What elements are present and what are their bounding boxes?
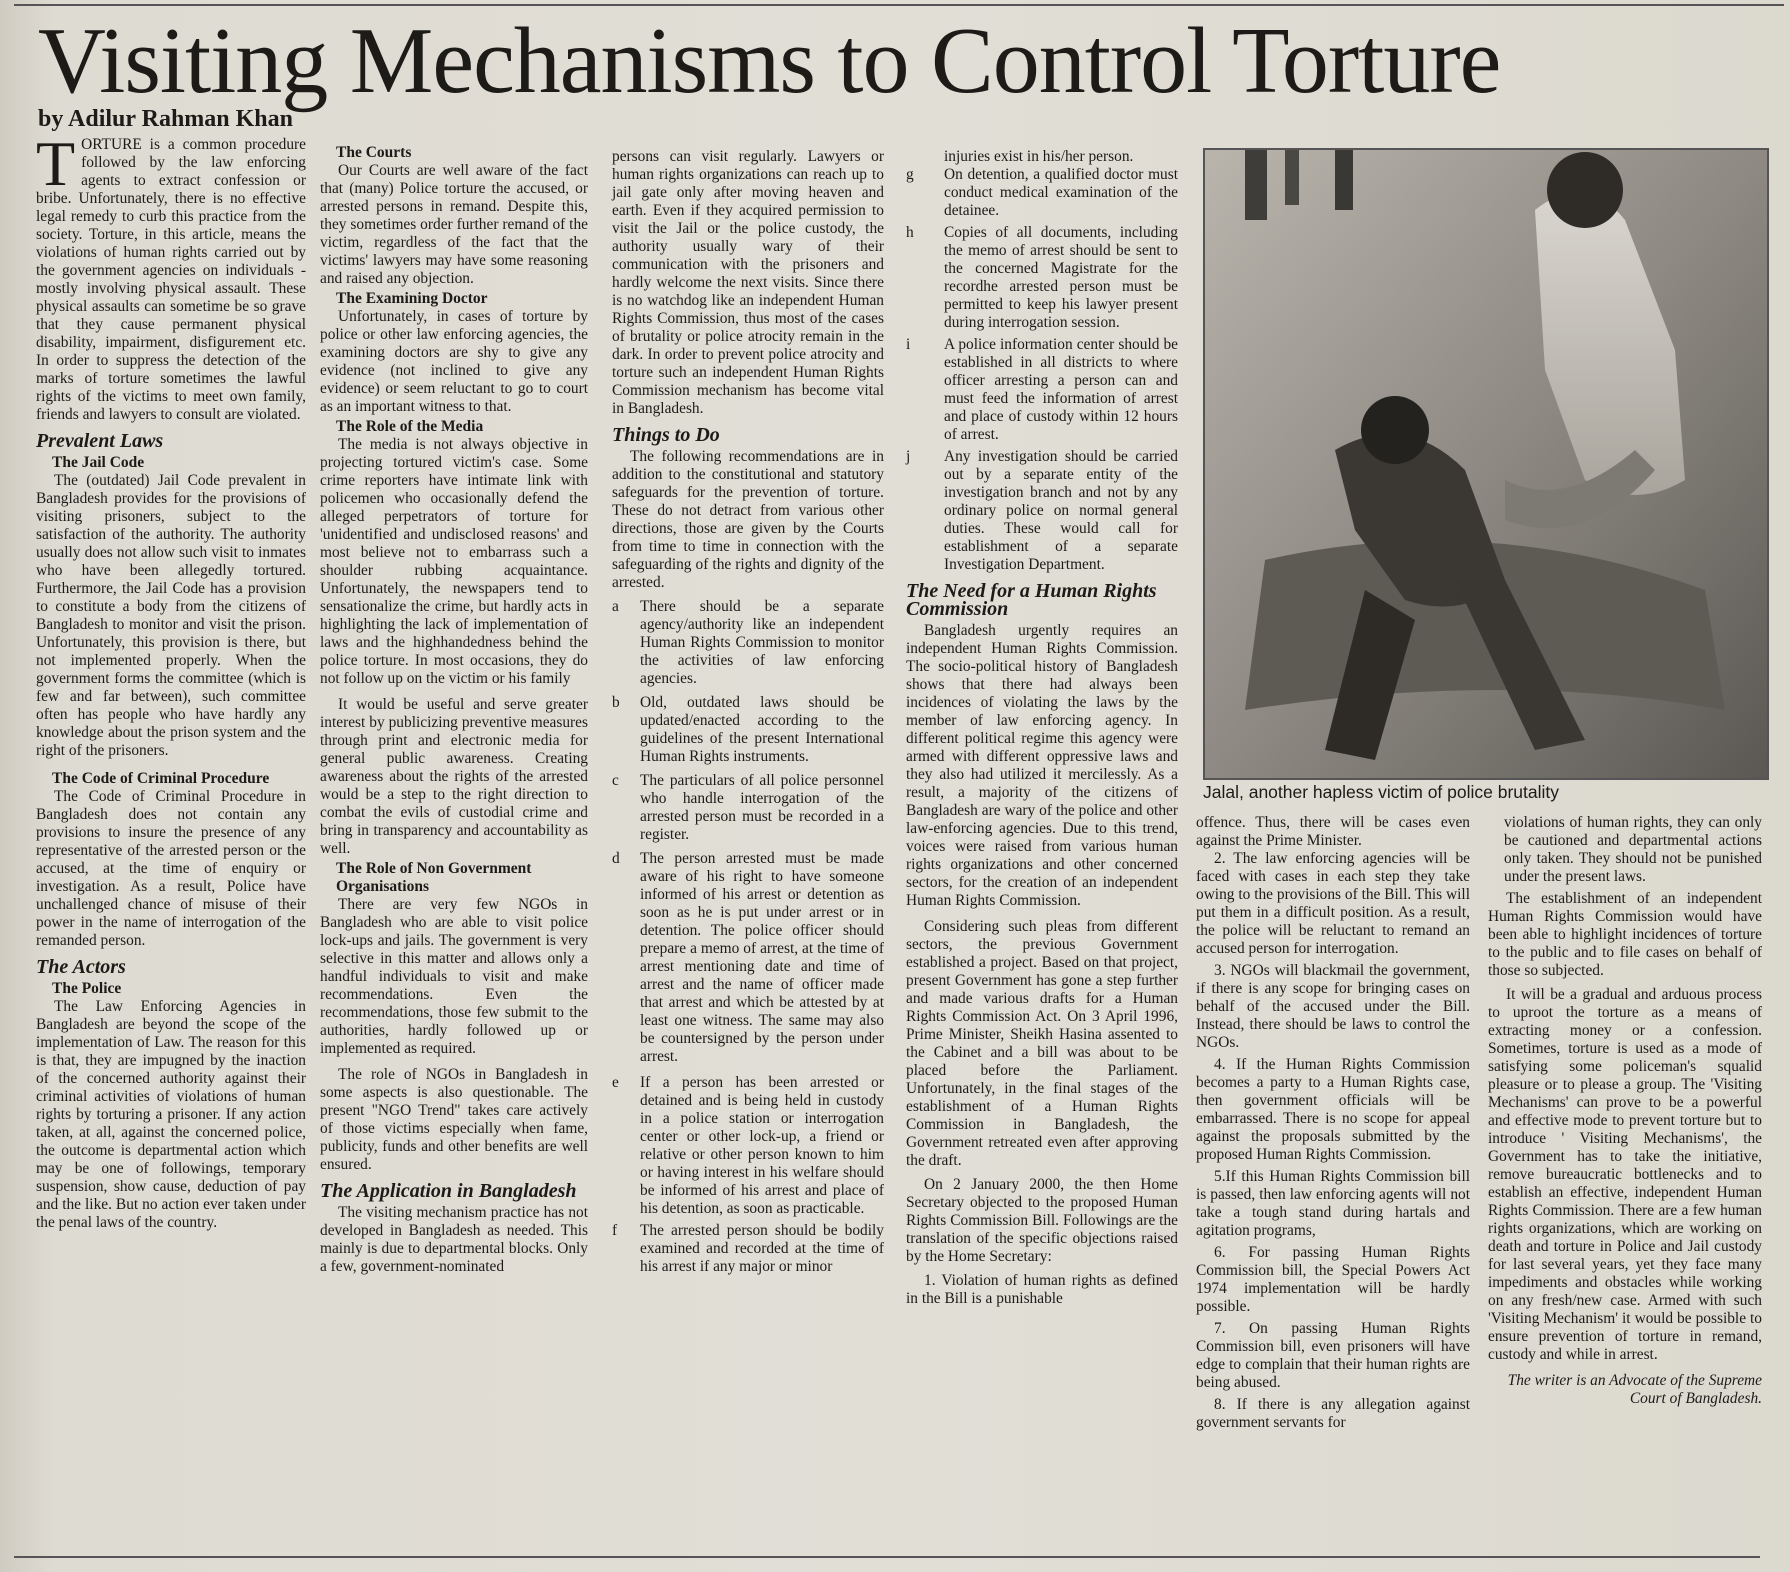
heading-things-to-do: Things to Do xyxy=(612,424,720,446)
subheading-criminal-procedure: The Code of Criminal Procedure xyxy=(52,770,270,787)
heading-need-for-commission: The Need for a Human Rights Commission xyxy=(906,580,1157,620)
photo-illustration xyxy=(1205,150,1767,778)
subheading-police: The Police xyxy=(52,980,122,997)
paragraph-objection-1-continued: offence. Thus, there will be cases even against the Prime Minister. xyxy=(1196,814,1470,849)
paragraph-conclusion-1: The establishment of an independent Human Rights Commission would have been able to highlight incidences of torture to the public and to file cases on behalf of those so subjected. xyxy=(1488,890,1762,979)
subheading-media: The Role of the Media xyxy=(336,418,484,435)
photo-caption: Jalal, another hapless victim of police brutality xyxy=(1203,782,1560,802)
column-4 xyxy=(906,148,1178,1308)
heading-application: The Application in Bangladesh xyxy=(320,1180,577,1202)
bottom-rule xyxy=(14,1556,1760,1558)
recommendation-list-continued xyxy=(906,166,1178,574)
paragraph-objection-2: 2. The law enforcing agencies will be faced with cases in each step they take owing to the provisions of the Bill. This will put them in a difficult position. As a result, the police will be reluctant to remand an accused person for interrogation. xyxy=(1196,850,1470,957)
column-2 xyxy=(320,142,588,1276)
subheading-examining-doctor: The Examining Doctor xyxy=(336,290,488,307)
paragraph-application: The visiting mechanism practice has not developed in Bangladesh as needed. This mainly is due to departmental blocks. Only a few, government-nominated xyxy=(320,1204,588,1275)
paragraph-criminal-procedure: The Code of Criminal Procedure in Bangladesh does not contain any provisions to insure the presence of any representative of the arrested person or the accused, at the time of enquiry or investigation. As a result, Police have unchallenged chance of misuse of their power in the name of interrogation of the remanded person. xyxy=(36,788,306,949)
paragraph-courts: Our Courts are well aware of the fact that (many) Police torture the accused, or arrested persons in remand. Despite this, they sometimes order further remand of the victim, regardless of the fact that the victims' lawyers may have some reasoning and raised any objection. xyxy=(320,162,588,287)
paragraph-media-1: The media is not always objective in projecting tortured victim's case. Some crime reporters have intimate link with policemen who occasionally defend the alleged perpetrators of torture for 'unidentified and undisclosed reasons' and most believe not to embarrass such a shoulder rubbing acquaintance. Unfortunately, the newspapers tend to sensationalize the crime, but hardly acts in highlighting the lack of implementation of laws and the highhandedness behind the police torture. In most occasions, they do not follow up on the victim or his family xyxy=(320,436,588,687)
paragraph-conclusion-2: It will be a gradual and arduous process to uproot the torture as a means of extracting money or a confession. Sometimes, torture is used as a mode of satisfying some policeman's squalid pleasure or to please a group. The 'Visiting Mechanisms' can prove to be a powerful and effective mode to prevent torture but to introduce ' Visiting Mechanisms', the Government has to take the initiative, remove bureaucratic bottlenecks and to establish an effective, independent Human Rights Commission. There are a few human rights organizations, which are working on death and torture in Police and Jail custody for last several years, yet they face many impediments and obstacles while working on any fresh/new case. Armed with such 'Visiting Mechanism' it would be possible to ensure prevention of torture in remand, custody and while in arrest. xyxy=(1488,986,1762,1363)
heading-prevalent-laws: Prevalent Laws xyxy=(36,430,164,452)
heading-actors: The Actors xyxy=(36,956,126,978)
paragraph-continued-3: persons can visit regularly. Lawyers or human rights organizations can reach up to jail gate only after moving heaven and earth. Even if they acquired permission to visit the Jail or the police custody, the authority usually wary of their communication with the prisoners and hardly welcome the next visits. Since there is no watchdog like an independent Human Rights Commission, thus most of the cases of brutality or police atrocity remain in the dark. In order to prevent police atrocity and torture such an independent Human Rights Commission mechanism has become vital in Bangladesh. xyxy=(612,148,884,417)
list-item: b Old, outdated laws should be updated/enacted according to the guidelines of the present International Human Rights instruments. xyxy=(612,694,884,765)
list-item: f The arrested person should be bodily examined and recorded at the time of his arrest if any major or minor xyxy=(612,1222,884,1275)
paragraph-continued-4: injuries exist in his/her person. xyxy=(944,148,1134,165)
list-item: c The particulars of all police personnel who handle interrogation of the arrested person must be recorded in a register. xyxy=(612,772,884,843)
paragraph-objection-8: 8. If there is any allegation against government servants for xyxy=(1196,1396,1470,1431)
paragraph-objection-8-continued: violations of human rights, they can only be cautioned and departmental actions only taken. They should not be punished under the present laws. xyxy=(1504,814,1762,885)
paragraph-objection-4: 4. If the Human Rights Commission becomes a party to a Human Rights case, then government officials will be embarrassed. There is no scope for appeal against the proposals submitted by the proposed Human Rights Commission. xyxy=(1196,1056,1470,1163)
paragraph-media-2: It would be useful and serve greater interest by publicizing preventive measures through print and electronic media for general public awareness. Creating awareness about the rights of the arrested would be a step to the right direction to combat the evils of custodial crime and bring in transparency and accountability as well. xyxy=(320,696,588,857)
list-item: g On detention, a qualified doctor must conduct medical examination of the detainee. xyxy=(906,166,1178,219)
paragraph-things-to-do: The following recommendations are in addition to the constitutional and statutory safeguards for the prevention of torture. These do not detract from various other directions, those are given by the Courts from time to time in connection with the safeguarding of the rights and dignity of the arrested. xyxy=(612,448,884,591)
subheading-ngo: The Role of Non Government Organisations xyxy=(336,860,532,895)
paragraph-objection-3: 3. NGOs will blackmail the government, if there is any scope for bringing cases on behalf of the accused under the Bill. Instead, there should be laws to control the NGOs. xyxy=(1196,962,1470,1051)
list-item: h Copies of all documents, including the memo of arrest should be sent to the concerned Magistrate for the recordhe arrested person must be permitted to keep his lawyer present during interrogation session. xyxy=(906,224,1178,331)
subheading-jail-code: The Jail Code xyxy=(52,454,145,471)
paragraph-ngo-1: There are very few NGOs in Bangladesh who are able to visit police lock-ups and jails. The government is very selective in this matter and allows only a handful individuals to visit and make recommendations. Even the recommendations, those few submit to the authorities, hardly followed up or implemented as required. xyxy=(320,896,588,1057)
paragraph-need-2: Considering such pleas from different sectors, the previous Government established a project. Based on that project, present Government has gone a step further and made various drafts for a Human Rights Commission Act. On 3 April 1996, Prime Minister, Sheikh Hasina assented to the Cabinet and a bill was about to be placed before the Parliament. Unfortunately, in the final stages of the establishment of a Human Rights Commission in Bangladesh, the Government retreated even after approving the draft. xyxy=(906,918,1178,1169)
recommendation-list xyxy=(612,598,884,1276)
paragraph-ngo-2: The role of NGOs in Bangladesh in some aspects is also questionable. The present "NGO Trend" takes care actively of those victims especially when fame, publicity, funds and other benefits are well ensured. xyxy=(320,1066,588,1173)
paragraph-police: The Law Enforcing Agencies in Bangladesh are beyond the scope of the implementation of Law. The reason for this is that, they are impugned by the inaction of the concerned authority against their criminal activities of violations of human rights by torturing a prisoner. If any action taken, at all, against the concerned police, the outcome is departmental action which may be one of followings, temporary suspension, show cause, deduction of pay and the like. But no action ever taken under the penal laws of the country. xyxy=(36,998,306,1231)
paragraph-objection-7: 7. On passing Human Rights Commission bill, even prisoners will have edge to complain that their human rights are being abused. xyxy=(1196,1320,1470,1391)
paragraph-need-1: Bangladesh urgently requires an independent Human Rights Commission. The socio-political history of Bangladesh shows that there had always been incidences of violating the laws by the member of law enforcing agency. In different political regime this agency were armed with different oppressive laws and they also had utilized it mercilessly. As a result, a majority of the citizens of Bangladesh are wary of the police and other law-enforcing agencies. Due to this trend, voices were raised from various human rights organizations and other concerned sectors, for the creation of an independent Human Rights Commission. xyxy=(906,622,1178,909)
list-item: i A police information center should be established in all districts to where officer arresting a person can and must feed the information of arrest and place of custody within 12 hours of arrest. xyxy=(906,336,1178,443)
column-3 xyxy=(612,148,884,1276)
paragraph-objection-5: 5.If this Human Rights Commission bill is passed, then law enforcing agents will not take a tough stand during hartals and agitation programs, xyxy=(1196,1168,1470,1239)
paragraph-need-3: On 2 January 2000, the then Home Secretary objected to the proposed Human Rights Commission Bill. Followings are the translation of the specific objections raised by the Home Secretary: xyxy=(906,1176,1178,1265)
list-item: a There should be a separate agency/authority like an independent Human Rights Commission to monitor the activities of law enforcing agencies. xyxy=(612,598,884,687)
subheading-courts: The Courts xyxy=(336,144,412,161)
column-6 xyxy=(1488,814,1762,1408)
list-item: d The person arrested must be made aware of his right to have someone informed of his arrest or detention as soon as he is put under arrest or in detention. The police officer should prepare a memo of arrest, at the time of arrest mentioning date and time of arrest and the name of officer made that arrest and which be attested by at least one witness. The same may also be countersigned by the person under arrest. xyxy=(612,850,884,1065)
writer-note: The writer is an Advocate of the Supreme Court of Bangladesh. xyxy=(1507,1372,1762,1407)
victim-photo xyxy=(1203,148,1769,780)
paragraph-examining-doctor: Unfortunately, in cases of torture by police or other law enforcing agencies, the examining doctors are shy to give any evidence (not inclined to give any evidence) or seem reluctant to go to court as an important witness to that. xyxy=(320,308,588,415)
paragraph-objection-6: 6. For passing Human Rights Commission bill, the Special Powers Act 1974 implementation will be hardly possible. xyxy=(1196,1244,1470,1315)
paragraph-objection-1: 1. Violation of human rights as defined in the Bill is a punishable xyxy=(906,1272,1178,1307)
drop-cap: T xyxy=(36,128,76,199)
intro-text: ORTURE is a common procedure followed by the law enforcing agents to extract confession or bribe. Unfortunately, there is no effective legal remedy to curb this practice from the society. Torture, in this article, means the violations of human rights carried out by the government agencies on individuals - mostly involving physical assault. These physical assaults can sometime be so grave that they cause permanent physical disability, impairment, disfigurement etc. In order to suppress the detection of the marks of torture sometimes the lawful rights of the victims to meet own family, friends and lawyers to consult are violated. xyxy=(36,136,306,423)
paragraph-jail-code: The (outdated) Jail Code prevalent in Bangladesh provides for the provisions of visiting prisoners, subject to the satisfaction of the authority. The authority usually does not allow such visit to inmates who have been allegedly tortured. Furthermore, the Jail Code has a provision to constitute a body from the citizens of Bangladesh to monitor and visit the prison. Unfortunately, this provision is there, but not implemented properly. When the government forms the committee (which is few and far between), such committee often has people who have hardly any knowledge about the prison system and the right of the prisoners. xyxy=(36,472,306,759)
headline: Visiting Mechanisms to Control Torture xyxy=(38,9,1501,113)
column-1 xyxy=(36,128,306,1232)
byline: by Adilur Rahman Khan xyxy=(38,106,293,132)
column-5 xyxy=(1196,814,1470,1432)
list-item: e If a person has been arrested or detained and is being held in custody in a police station or interrogation center or other lock-up, a friend or relative or other person known to him or having interest in his welfare should be informed of his arrest and place of his detention, as soon as practicable. xyxy=(612,1074,884,1217)
intro-paragraph xyxy=(36,128,306,424)
list-item: j Any investigation should be carried out by a separate entity of the investigation branch and not by any ordinary police on normal general duties. These would call for establishment of a separate Investigation Department. xyxy=(906,448,1178,573)
